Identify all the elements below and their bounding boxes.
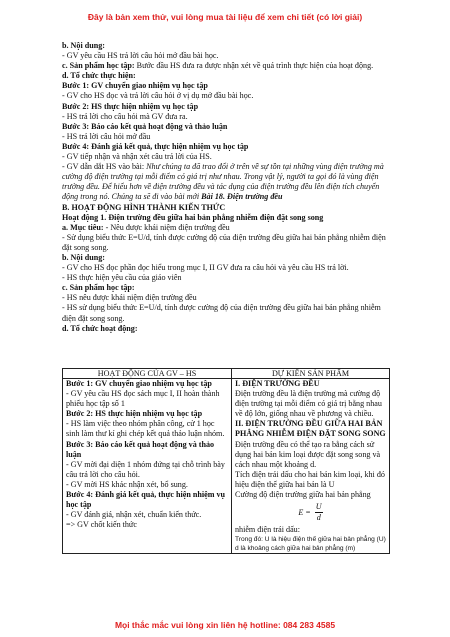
section-label: d. Tổ chức hoạt động:	[62, 323, 138, 333]
expected-products	[232, 379, 390, 554]
step-heading: Bước 2: HS thực hiện nhiệm vụ học tập	[66, 409, 203, 419]
content-text: - GV mời HS khác nhận xét, bổ sung.	[66, 479, 188, 489]
hotline-banner: Mọi thắc mắc vui lòng xin liên hệ hotline: 084 283 4585	[114, 620, 336, 630]
step-heading: Bước 4: Đánh giá kết quả, thực hiện nhiệm vụ học tập	[62, 141, 249, 151]
content-text: Bước đầu HS đưa ra được nhận xét về quá trình thực hiện của hoạt động.	[134, 61, 374, 71]
content-text: - HS trả lời cho câu hỏi mà GV đưa ra.	[62, 111, 188, 121]
preview-banner: Đây là bản xem thử, vui lòng mua tài liệu để xem chi tiết (có lời giải)	[87, 12, 363, 22]
lesson-content	[62, 41, 390, 334]
section-label: c. Sản phẩm học tập:	[62, 61, 135, 71]
step-heading: Bước 3: Báo cáo kết quả hoạt động và thảo luận	[66, 439, 215, 459]
field-strength-formula	[235, 500, 386, 525]
content-text: Cường độ điện trường giữa hai bản phẳng	[235, 490, 371, 500]
section-label: a. Mục tiêu:	[62, 222, 104, 232]
content-text: - HS thực hiện yêu cầu của giáo viên	[62, 273, 182, 283]
formula-numerator: U	[315, 502, 323, 513]
content-text: - HS trả lời câu hỏi mở đầu	[62, 131, 151, 141]
teacher-student-activities	[63, 379, 232, 554]
lesson-title: Bài 18. Điện trường đều	[201, 192, 283, 202]
formula-denominator: d	[316, 513, 321, 523]
content-text	[62, 223, 390, 233]
step-heading: Bước 2: HS thực hiện nhiệm vụ học tập	[62, 101, 199, 111]
content-text	[62, 61, 390, 71]
section-heading: B. HOẠT ĐỘNG HÌNH THÀNH KIẾN THỨC	[62, 202, 226, 212]
formula-lhs: E =	[298, 507, 311, 517]
content-text: - GV cho HS đọc phần đọc hiểu trong mục I, II GV đưa ra câu hỏi và yêu cầu HS trả lời.	[62, 263, 349, 273]
section-label: b. Nội dung:	[62, 252, 105, 262]
section-heading: II. ĐIỆN TRƯỜNG ĐỀU GIỮA HAI BẢN PHẲNG NHIỄM ĐIỆN ĐẶT SONG SONG	[235, 419, 386, 439]
content-text: Điện trường đều có thể tạo ra bằng cách sử dụng hai bản kim loại được đặt song song và cách nhau một khoảng d.	[235, 439, 381, 469]
content-text: => GV chốt kiến thức	[66, 520, 137, 530]
section-heading: I. ĐIỆN TRƯỜNG ĐỀU	[235, 379, 320, 388]
activity-table	[62, 368, 390, 554]
activity-heading: Hoạt động 1. Điện trường đều giữa hai bản phẳng nhiễm điện đặt song song	[62, 212, 324, 222]
content-text	[62, 162, 390, 202]
content-text: Tích điện trái dấu cho hai bản kim loại, khi đó hiệu điện thế giữa hai bản là U	[235, 469, 385, 489]
content-text: - GV cho HS đọc và trả lời câu hỏi ở vị dụ mở đầu bài học.	[62, 91, 254, 101]
content-text: - GV yêu cầu HS đọc sách mục I, II hoàn thành phiếu học tập số 1	[66, 389, 220, 409]
intro-italic-text: Như chúng ta đã trao đổi ở trên về sự tồn tại những vùng điện trường mà cường độ điện trường tại mỗi điểm có giá trị như nhau. Trong vật lý, người ta gọi đó là vùng điện trường đều. Để hiểu hơn về điện trường đều và tác dụng của điện trường đều lên điện tích chuyển động trong nó. Chúng ta sẽ đi vào bài mới	[62, 162, 384, 202]
content-text: nhiễm điện trái dấu:	[235, 525, 300, 535]
content-text: - GV dẫn dắt HS vào bài:	[62, 162, 147, 172]
content-text	[62, 41, 390, 51]
content-text: - GV yêu cầu HS trả lời câu hỏi mở đầu bài học.	[62, 51, 219, 61]
content-text: - HS sử dụng biểu thức E=U/d, tính được cường độ của điện trường đều giữa hai bản phẳng nhiễm điện đặt song song.	[62, 303, 381, 323]
content-text: - Sử dụng biểu thức E=U/d, tính được cường độ của điện trường đều giữa hai bản phẳng nhiễm điện đặt song song.	[62, 232, 386, 252]
content-text: - HS nêu được khái niệm điện trường đều	[62, 293, 197, 303]
formula-fraction	[315, 502, 323, 523]
content-text: - Nêu được khái niệm điện trường đều	[103, 222, 230, 232]
step-heading: Bước 3: Báo cáo kết quả hoạt động và thảo luận	[62, 121, 228, 131]
step-heading: Bước 1: GV chuyển giao nhiệm vụ học tập	[62, 81, 208, 91]
table-header: DỰ KIẾN SẢN PHẨM	[232, 369, 390, 379]
step-heading: Bước 1: GV chuyển giao nhiệm vụ học tập	[66, 379, 212, 388]
content-text: - GV mời đại diện 1 nhóm đứng tại chỗ trình bày câu trả lời cho câu hỏi.	[66, 459, 225, 479]
section-label: c. Sản phẩm học tập:	[62, 283, 135, 293]
formula-note: d là khoảng cách giữa hai bản phẳng (m)	[235, 545, 356, 553]
formula-note: Trong đó: U là hiệu điện thế giữa hai bản phẳng (U)	[235, 536, 386, 544]
table-header-row	[63, 369, 390, 379]
section-label: d. Tổ chức thực hiện:	[62, 71, 136, 81]
section-label: b. Nội dung:	[62, 41, 105, 50]
table-header: HOẠT ĐỘNG CỦA GV – HS	[63, 369, 232, 379]
table-row	[63, 379, 390, 554]
content-text: - GV đánh giá, nhận xét, chuẩn kiến thức.	[66, 510, 202, 520]
content-text: - GV tiếp nhận và nhận xét câu trả lời của HS.	[62, 152, 212, 162]
content-text: Điện trường đều là điện trường mà cường độ điện trường tại mỗi điểm có giá trị bằng nhau về độ lớn, giống nhau về phương và chiều.	[235, 389, 382, 419]
step-heading: Bước 4: Đánh giá kết quả, thực hiện nhiệm vụ học tập	[66, 490, 226, 510]
content-text: - HS làm việc theo nhóm phân công, cử 1 học sinh làm thư kí ghi chép kết quả thảo luận nhóm.	[66, 419, 225, 439]
